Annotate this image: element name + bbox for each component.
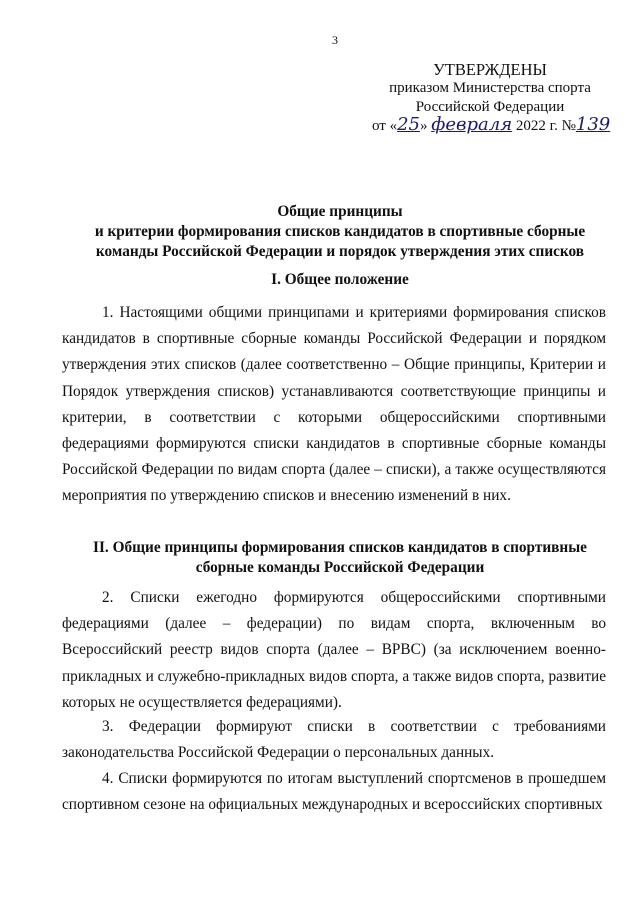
date-prefix: от « bbox=[372, 118, 398, 134]
approval-line-2: Российской Федерации bbox=[415, 99, 565, 115]
section-1-heading: I. Общее положение bbox=[271, 271, 409, 288]
handwritten-month: февраля bbox=[431, 114, 513, 135]
section-2-heading bbox=[40, 538, 640, 578]
paragraph-3: 3. Федерации формируют списки в соответствии с требованиями законодательства Российской Федерации о персональных данных. bbox=[62, 718, 606, 762]
handwritten-order-number: 139 bbox=[575, 114, 611, 135]
handwritten-day: 25 bbox=[397, 114, 421, 135]
paragraph-1: 1. Настоящими общими принципами и критериями формирования списков кандидатов в спортивные сборные команды Российской Федерации и порядком утверждения этих списков (далее соответственно – Общие принципы, Критерии и Порядок утверждения списков) устанавливаются соответствующие принципы и критерии, в соответствии с которыми общероссийскими спортивными федерациями формируются списки кандидатов в спортивные сборные команды Российской Федерации по видам спорта (далее – списки), а также осуществляются мероприятия по утверждению списков и внесению изменений в них. bbox=[62, 304, 606, 505]
paragraph-4: 4. Списки формируются по итогам выступлений спортсменов в прошедшем спортивном сезоне на официальных международных и всероссийских спортивных bbox=[62, 770, 606, 814]
date-mid: » bbox=[420, 118, 428, 134]
approval-line-1: приказом Министерства спорта bbox=[389, 80, 591, 96]
year-and-number-label: 2022 г. № bbox=[515, 118, 576, 134]
order-date-line bbox=[372, 114, 610, 135]
title-line-3: команды Российской Федерации и порядок утверждения этих списков bbox=[95, 243, 585, 260]
document-title bbox=[40, 202, 640, 262]
title-line-1: Общие принципы bbox=[277, 203, 403, 220]
approval-block bbox=[360, 60, 620, 117]
title-line-2: и критерии формирования списков кандидатов в спортивные сборные bbox=[94, 223, 586, 240]
section-2-heading-line-2: сборные команды Российской Федерации bbox=[195, 559, 485, 576]
page-number: 3 bbox=[332, 33, 338, 47]
section-2-heading-line-1: II. Общие принципы формирования списков кандидатов в спортивные bbox=[93, 539, 587, 556]
paragraph-2: 2. Списки ежегодно формируются общероссийскими спортивными федерациями (далее – федерации) по видам спорта, включенным во Всероссийский реестр видов спорта (далее – ВРВС) (за исключением военно-прикладных и служебно-прикладных видов спорта, а также видов спорта, развитие которых не осуществляется федерациями). bbox=[62, 589, 606, 711]
approval-heading: УТВЕРЖДЕНЫ bbox=[433, 60, 547, 79]
